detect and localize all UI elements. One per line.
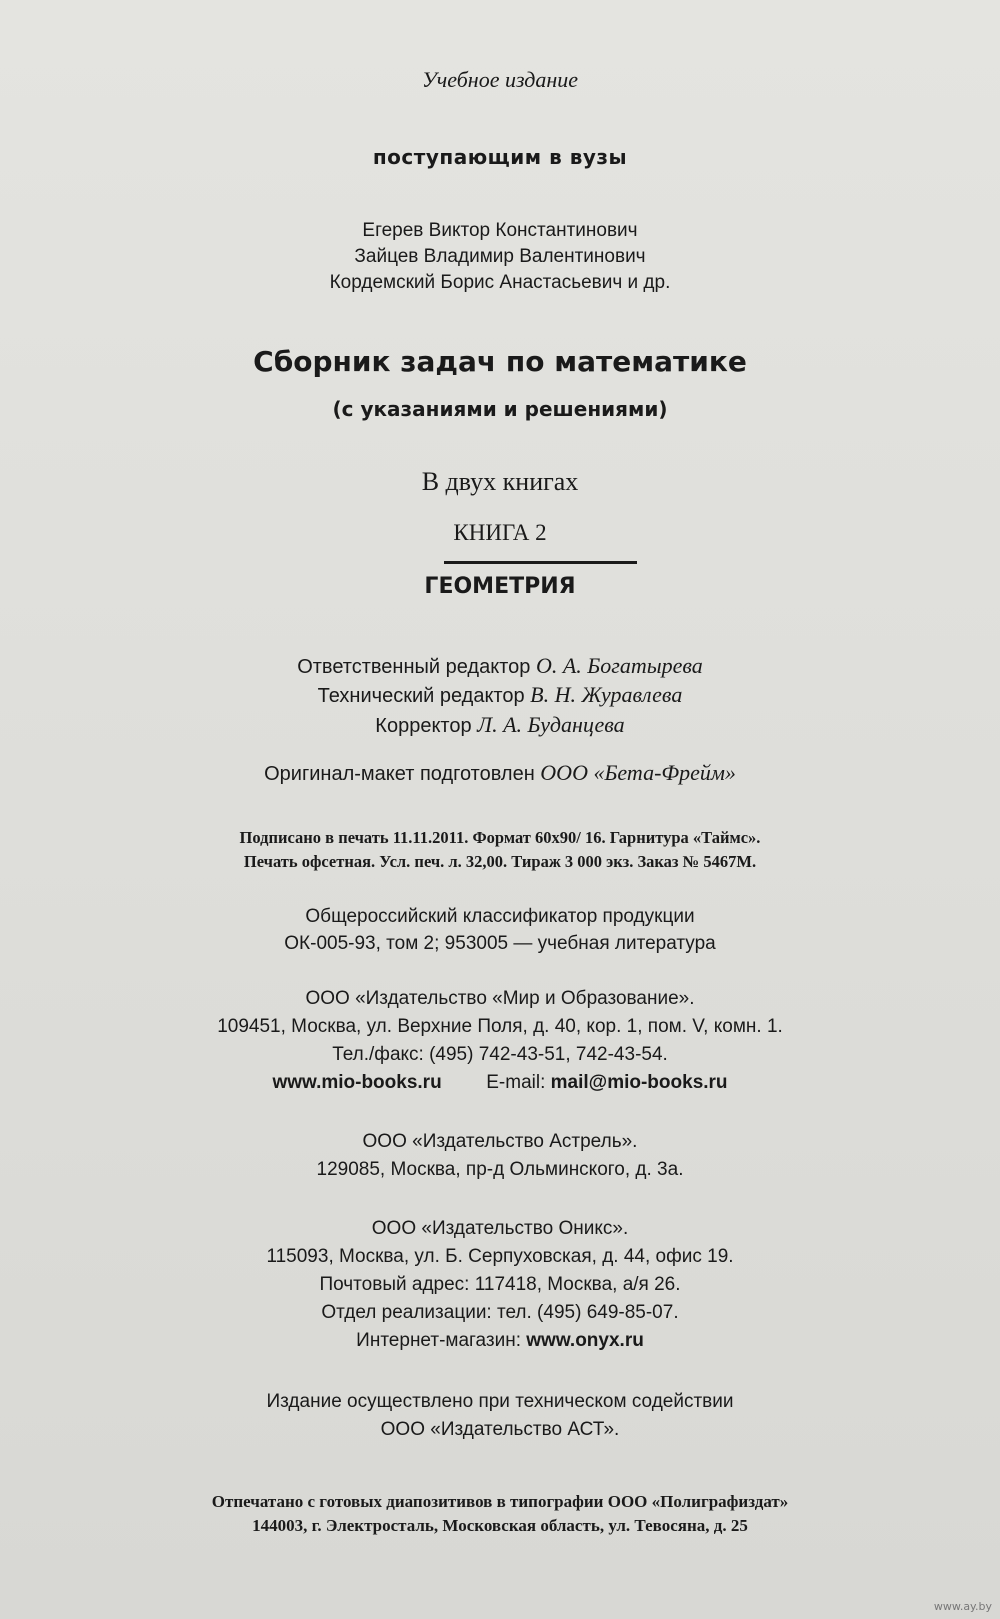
author-line: Кордемский Борис Анастасьевич и др. <box>329 272 671 293</box>
publisher1-website: www.mio-books.ru <box>272 1072 442 1093</box>
layout-credit <box>0 760 1000 786</box>
book-subtitle: (с указаниями и решениями) <box>332 397 668 421</box>
edition-type: Учебное издание <box>421 67 579 92</box>
classifier-line: ОК-005-93, том 2; 953005 — учебная литература <box>284 933 716 954</box>
editor-name: В. Н. Журавлева <box>530 682 683 707</box>
printing-line: 144003, г. Электросталь, Московская область, ул. Тевосяна, д. 25 <box>252 1516 748 1535</box>
editor-role: Корректор <box>375 715 472 737</box>
classifier-line: Общероссийский классификатор продукции <box>305 906 695 927</box>
volumes-note: В двух книгах <box>421 467 579 496</box>
shop-label: Интернет-магазин: <box>356 1330 521 1351</box>
editor-role: Технический редактор <box>317 685 525 707</box>
publisher3-shop <box>0 1330 1000 1352</box>
tech-support-line: ООО «Издательство АСТ». <box>380 1419 620 1440</box>
author-line: Егерев Виктор Константинович <box>362 220 638 241</box>
book-title: Сборник задач по математике <box>253 345 747 378</box>
publisher3-postal: Почтовый адрес: 117418, Москва, а/я 26. <box>319 1274 681 1295</box>
publisher2-address: 129085, Москва, пр-д Ольминского, д. 3а. <box>316 1159 684 1180</box>
series-name: поступающим в вузы <box>372 145 628 169</box>
print-info-line: Подписано в печать 11.11.2011. Формат 60х90/ 16. Гарнитура «Таймс». <box>239 828 761 847</box>
publisher3-sales: Отдел реализации: тел. (495) 649-85-07. <box>321 1302 679 1323</box>
publisher1-address: 109451, Москва, ул. Верхние Поля, д. 40, кор. 1, пом. V, комн. 1. <box>217 1016 783 1037</box>
shop-url: www.onyx.ru <box>526 1330 644 1351</box>
publisher1-name: ООО «Издательство «Мир и Образование». <box>305 988 695 1009</box>
printing-line: Отпечатано с готовых диапозитивов в типографии ООО «Полиграфиздат» <box>211 1492 789 1511</box>
publisher3-address: 115093, Москва, ул. Б. Серпуховская, д. 44, офис 19. <box>266 1246 734 1267</box>
editor-line <box>0 653 1000 679</box>
publisher1-email: mail@mio-books.ru <box>550 1072 728 1093</box>
layout-label: Оригинал-макет подготовлен <box>264 763 535 785</box>
book-number: КНИГА 2 <box>453 520 547 545</box>
author-line: Зайцев Владимир Валентинович <box>354 246 646 267</box>
layout-company: ООО «Бета-Фрейм» <box>540 760 736 785</box>
tech-support-line: Издание осуществлено при техническом содействии <box>266 1391 734 1412</box>
editor-line <box>0 712 1000 738</box>
publisher1-phone: Тел./факс: (495) 742-43-51, 742-43-54. <box>332 1044 668 1065</box>
editor-name: О. А. Богатырева <box>535 653 703 678</box>
editor-line <box>0 682 1000 708</box>
editor-role: Ответственный редактор <box>297 656 531 678</box>
email-label: E-mail: <box>486 1072 546 1093</box>
publisher1-contacts <box>0 1072 1000 1094</box>
site-watermark: www.ay.by <box>933 1600 992 1613</box>
editor-name: Л. А. Буданцева <box>477 712 625 737</box>
publisher2-name: ООО «Издательство Астрель». <box>362 1131 638 1152</box>
print-info-line: Печать офсетная. Усл. печ. л. 32,00. Тираж 3 000 экз. Заказ № 5467М. <box>243 852 757 871</box>
book-section-title: ГЕОМЕТРИЯ <box>424 574 576 599</box>
publisher3-name: ООО «Издательство Оникс». <box>371 1218 629 1239</box>
divider-rule <box>444 561 637 564</box>
